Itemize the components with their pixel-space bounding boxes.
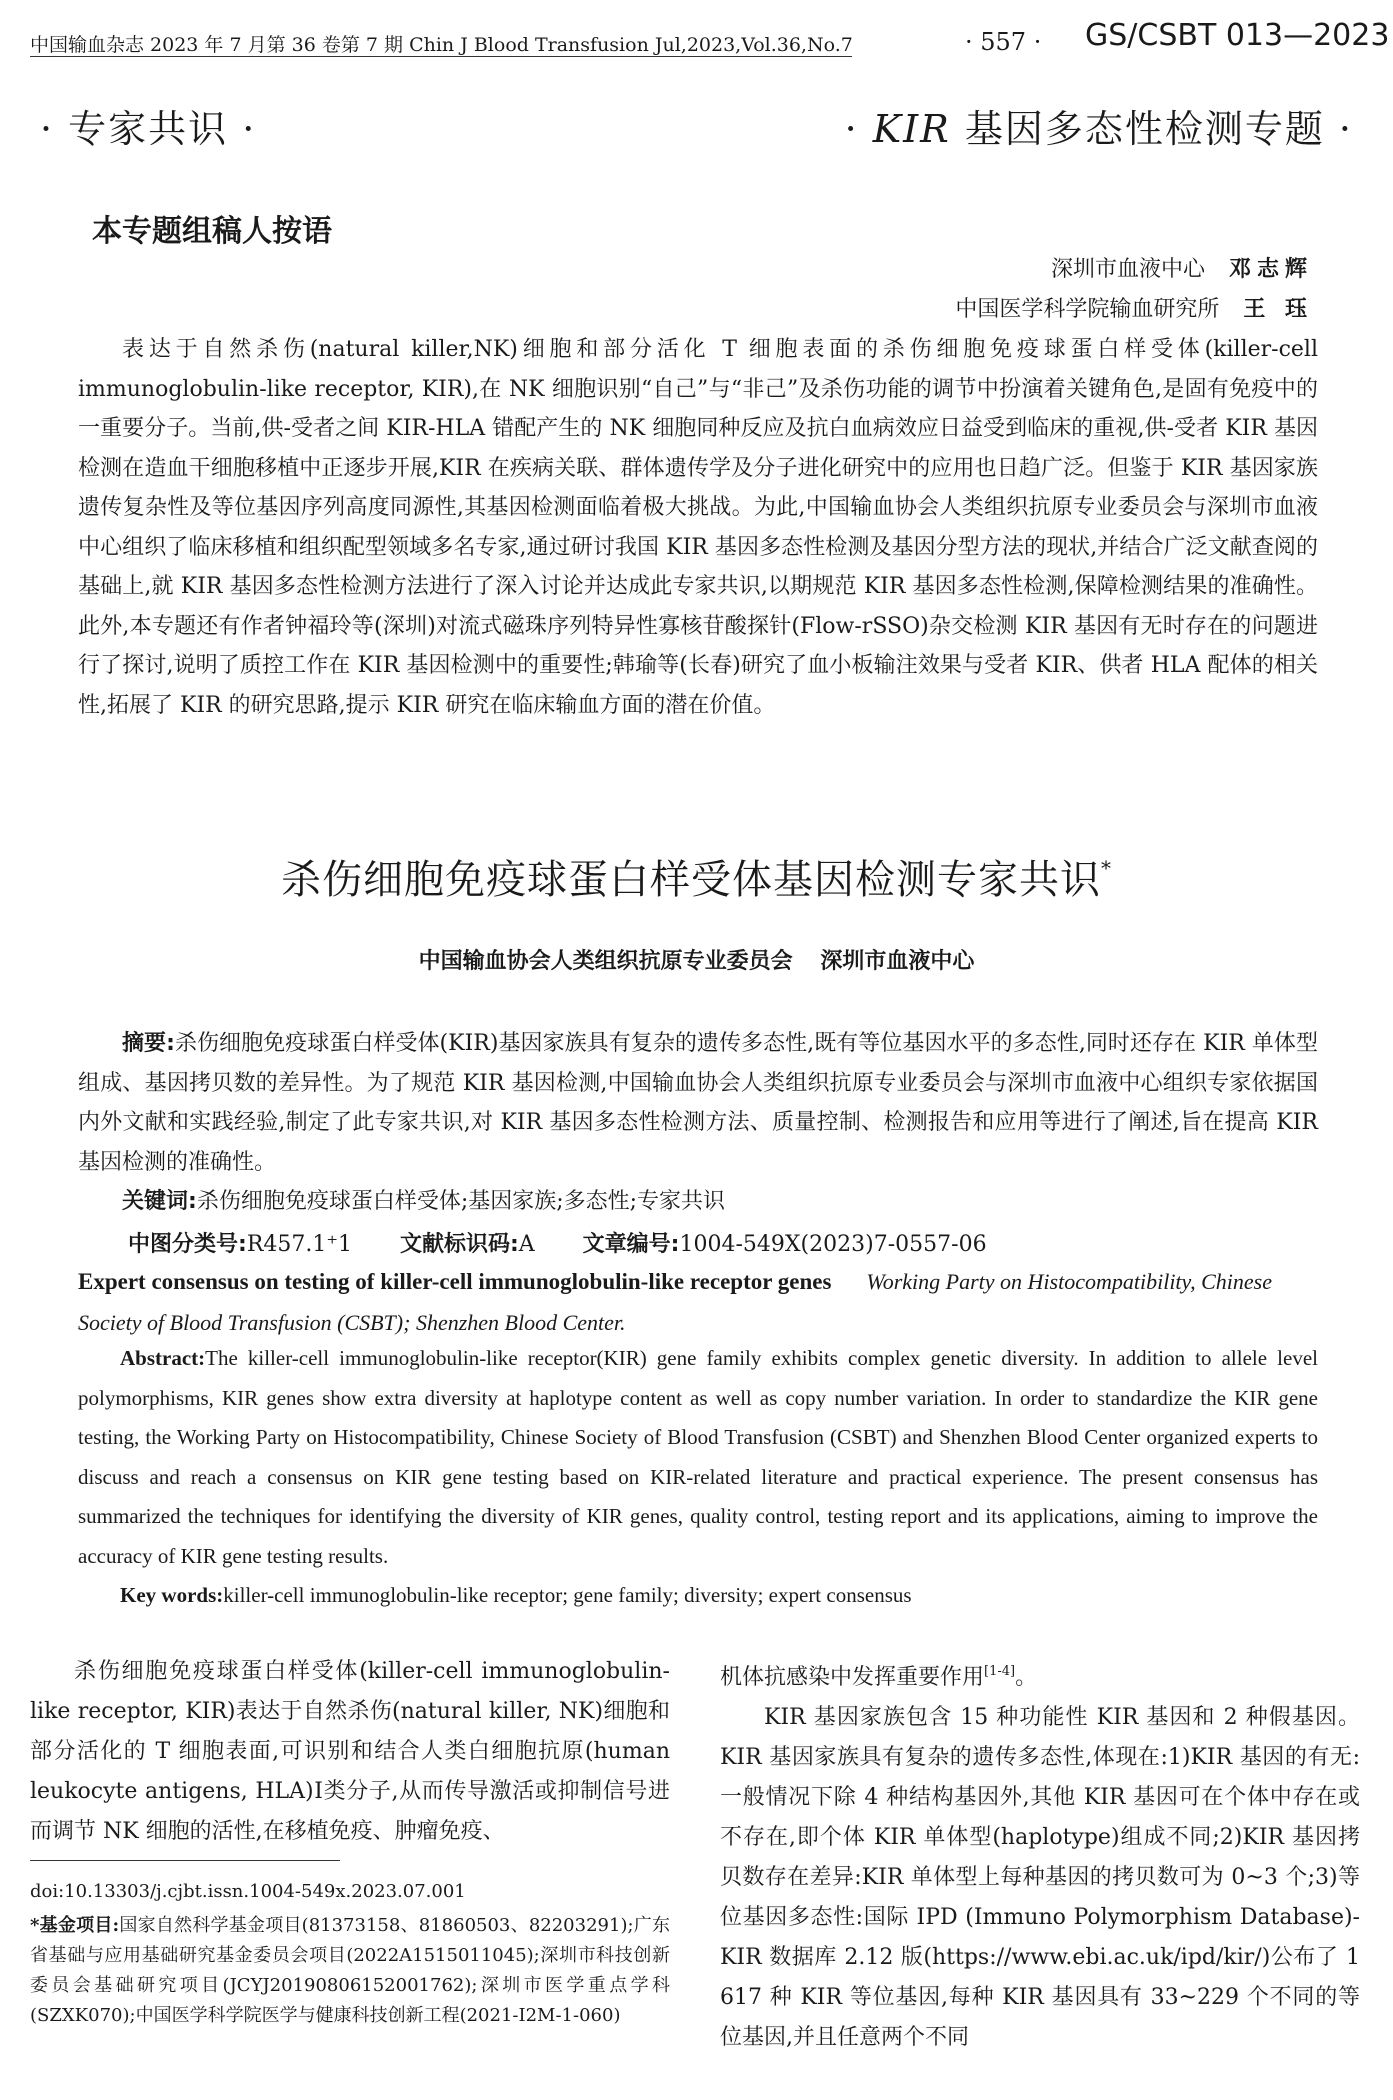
abstract-text: 杀伤细胞免疫球蛋白样受体(KIR)基因家族具有复杂的遗传多态性,既有等位基因水平的多态性,同时还存在 KIR 单体型组成、基因拷贝数的差异性。为了规范 KIR 基因检测,中国输血协会人类组织抗原专业委员会与深圳市血液中心组织专家依据国内外文献和实践经验,制定了此专家共识,对 KIR 基因多态性检测方法、质量控制、检测报告和应用等进行了阐述,旨在提高 KIR 基因检测的准确性。 <box>78 1031 1318 1175</box>
editor-note-title: 本专题组稿人按语 <box>92 214 332 249</box>
english-keywords-text: killer-cell immunoglobulin-like receptor; gene family; diversity; expert consensus <box>223 1583 912 1607</box>
classification-row <box>128 1227 987 1258</box>
doc-code-value: A <box>518 1232 535 1257</box>
org-name: 深圳市血液中心 <box>1050 257 1205 282</box>
person-name: 邓志辉 <box>1228 256 1313 282</box>
abstract-cn <box>78 1024 1318 1182</box>
footnote <box>30 1877 670 2031</box>
keywords-cn <box>78 1182 1318 1222</box>
right-continuation <box>720 1652 1360 1698</box>
doc-code-label: 文献标识码: <box>399 1232 519 1257</box>
article-no-label: 文章编号: <box>582 1232 680 1257</box>
funding-text: 国家自然科学基金项目(81373158、81860503、82203291);广东省基础与应用基础研究基金委员会项目(2022A1515011045);深圳市科技创新委员会基础研究项目(JCYJ20190806152001762);深圳市医学重点学科(SZXK070);中国医学科学院医学与健康科技创新工程(2021-I2M-1-060) <box>30 1915 670 2026</box>
english-abstract-text: The killer-cell immunoglobulin-like receptor(KIR) gene family exhibits complex genetic diversity. In addition to allele level polymorphisms, KIR genes show extra diversity at haplotype content as well as copy number variation. In order to standardize the KIR gene testing, the Working Party on Histocompatibility, Chinese Society of Blood Transfusion (CSBT) and Shenzhen Blood Center organized experts to discuss and reach a consensus on KIR gene testing based on KIR-related literature and practical experience. The present consensus has summarized the techniques for identifying the diversity of KIR genes, quality control, testing report and its applications, aiming to improve the accuracy of KIR gene testing results. <box>78 1346 1318 1568</box>
section-kir: KIR <box>872 107 951 151</box>
editor-affiliation-2 <box>955 292 1313 323</box>
cont-end: 。 <box>1015 1665 1038 1690</box>
english-title-block <box>78 1262 1318 1343</box>
abstract-label: 摘要: <box>122 1031 175 1056</box>
body-left-column: 杀伤细胞免疫球蛋白样受体(killer-cell immunoglobulin-like receptor, KIR)表达于自然杀伤(natural killer, NK)细胞和部分活化的 T 细胞表面,可识别和结合人类白细胞抗原(human leukocyte antigens, HLA)Ⅰ类分子,从而传导激活或抑制信号进而调节 NK 细胞的活性,在移植免疫、肿瘤免疫、 <box>30 1659 670 1844</box>
footnote-rule <box>30 1860 340 1861</box>
doi-line: doi:10.13303/j.cjbt.issn.1004-549x.2023.07.001 <box>30 1881 466 1902</box>
article-no-value: 1004-549X(2023)7-0557-06 <box>679 1232 987 1257</box>
right-paragraph: KIR 基因家族包含 15 种功能性 KIR 基因和 2 种假基因。KIR 基因家族具有复杂的遗传多态性,体现在:1)KIR 基因的有无:一般情况下除 4 种结构基因外,其他 KIR 基因可在个体中存在或不存在,即个体 KIR 单体型(haplotype)组成不同;2)KIR 基因拷贝数存在差异:KIR 单体型上每种基因的拷贝数可为 0~3 个;3)等位基因多态性:国际 IPD (Immuno Polymorphism Database)-KIR 数据库 2.12 版(https://www.ebi.ac.uk/ipd/kir/)公布了 1 617 种 KIR 等位基因,每种 KIR 基因具有 33~229 个不同的等位基因,并且任意两个不同 <box>720 1705 1360 2050</box>
article-title <box>0 848 1393 905</box>
keywords-label: 关键词: <box>122 1189 197 1214</box>
clc-label: 中图分类号: <box>128 1232 247 1257</box>
org-name: 中国医学科学院输血研究所 <box>955 297 1220 322</box>
title-footnote-mark: * <box>1101 856 1112 880</box>
person-name: 王 珏 <box>1243 296 1313 322</box>
article-title-text: 杀伤细胞免疫球蛋白样受体基因检测专家共识 <box>281 857 1101 903</box>
citation-ref: [1-4] <box>984 1664 1016 1679</box>
article-authors: 中国输血协会人类组织抗原专业委员会 深圳市血液中心 <box>418 948 975 974</box>
section-prefix: · <box>844 107 873 151</box>
english-abstract <box>78 1339 1318 1616</box>
editor-note-body: 表达于自然杀伤(natural killer,NK)细胞和部分活化 T 细胞表面的杀伤细胞免疫球蛋白样受体(killer-cell immunoglobulin-like receptor, KIR),在 NK 细胞识别“自己”与“非己”及杀伤功能的调节中扮演着关键角色,是固有免疫中的一重要分子。当前,供-受者之间 KIR-HLA 错配产生的 NK 细胞同种反应及抗白血病效应日益受到临床的重视,供-受者 KIR 基因检测在造血干细胞移植中正逐步开展,KIR 在疾病关联、群体遗传学及分子进化研究中的应用也日趋广泛。但鉴于 KIR 基因家族遗传复杂性及等位基因序列高度同源性,其基因检测面临着极大挑战。为此,中国输血协会人类组织抗原专业委员会与深圳市血液中心组织了临床移植和组织配型领域多名专家,通过研讨我国 KIR 基因多态性检测及基因分型方法的现状,并结合广泛文献查阅的基础上,就 KIR 基因多态性检测方法进行了深入讨论并达成此专家共识,以期规范 KIR 基因多态性检测,保障检测结果的准确性。此外,本专题还有作者钟福玲等(深圳)对流式磁珠序列特异性寡核苷酸探针(Flow-rSSO)杂交检测 KIR 基因有无时存在的问题进行了探讨,说明了质控工作在 KIR 基因检测中的重要性;韩瑜等(长春)研究了血小板输注效果与受者 KIR、供者 HLA 配体的相关性,拓展了 KIR 的研究思路,提示 KIR 研究在临床输血方面的潜在价值。 <box>78 337 1318 718</box>
funding-line <box>30 1911 670 2031</box>
body-right-column <box>720 1652 1360 2058</box>
page-number: · 557 · <box>965 28 1042 56</box>
section-label-right <box>845 98 1353 153</box>
english-abstract-label: Abstract: <box>120 1346 206 1370</box>
standard-code: GS/CSBT 013—2023 <box>1085 18 1390 53</box>
english-title: Expert consensus on testing of killer-cell immunoglobulin-like receptor genes <box>78 1269 832 1294</box>
english-authors: Working Party on Histocompatibility, Chinese Society of Blood Transfusion (CSBT); Shenzhen Blood Center. <box>78 1269 1272 1335</box>
header-rule <box>30 56 852 57</box>
funding-label: *基金项目: <box>30 1915 120 1936</box>
clc-value: R457.1⁺1 <box>246 1232 352 1257</box>
english-keywords-label: Key words: <box>120 1583 224 1607</box>
section-rest: 基因多态性检测专题 · <box>950 107 1353 151</box>
cont-text: 机体抗感染中发挥重要作用 <box>720 1665 985 1690</box>
editor-affiliation-1 <box>1051 252 1313 283</box>
section-label-left: · 专家共识 · <box>40 107 257 151</box>
journal-header: 中国输血杂志 2023 年 7 月第 36 卷第 7 期 Chin J Blood Transfusion Jul,2023,Vol.36,No.7 <box>30 34 853 56</box>
keywords-text: 杀伤细胞免疫球蛋白样受体;基因家族;多态性;专家共识 <box>196 1189 726 1214</box>
